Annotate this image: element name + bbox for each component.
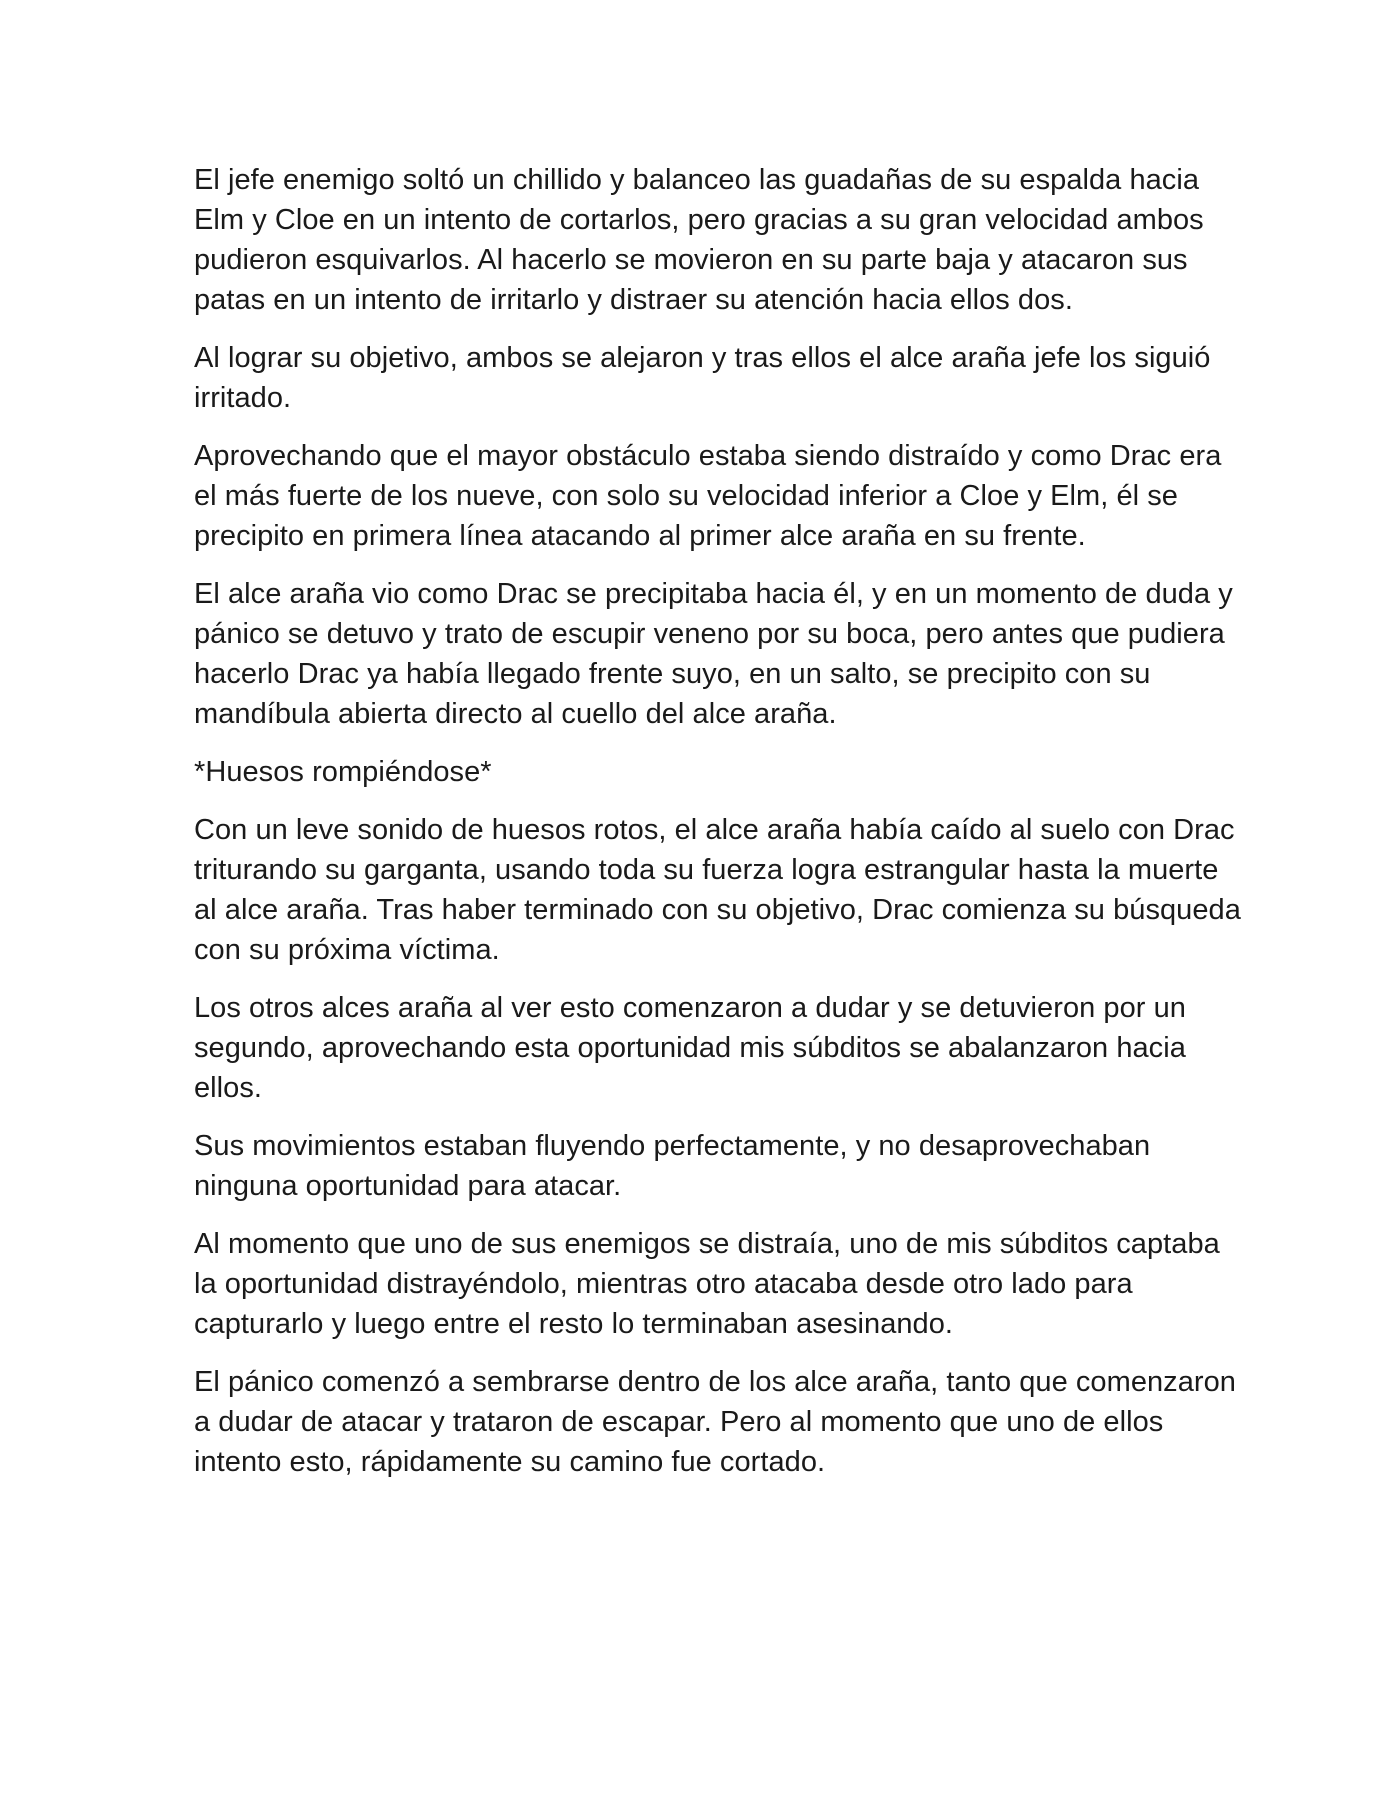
paragraph: Al momento que uno de sus enemigos se distraía, uno de mis súbditos captaba la oportunidad distrayéndolo, mientras otro atacaba desde otro lado para capturarlo y luego entre el resto lo terminaban asesinando. — [194, 1228, 1220, 1340]
paragraph: Los otros alces araña al ver esto comenzaron a dudar y se detuvieron por un segundo, aprovechando esta oportunidad mis súbditos se abalanzaron hacia ellos. — [194, 992, 1186, 1104]
paragraph: El jefe enemigo soltó un chillido y balanceo las guadañas de su espalda hacia Elm y Cloe en un intento de cortarlos, pero gracias a su gran velocidad ambos pudieron esquivarlos. Al hacerlo se movieron en su parte baja y atacaron sus patas en un intento de irritarlo y distraer su atención hacia ellos dos. — [194, 164, 1204, 316]
paragraph: El pánico comenzó a sembrarse dentro de los alce araña, tanto que comenzaron a dudar de atacar y trataron de escapar. Pero al momento que uno de ellos intento esto, rápidamente su camino fue cortado. — [194, 1366, 1236, 1478]
document-body — [194, 160, 1244, 1500]
paragraph: Sus movimientos estaban fluyendo perfectamente, y no desaprovechaban ninguna oportunidad para atacar. — [194, 1130, 1151, 1202]
paragraph: Al lograr su objetivo, ambos se alejaron y tras ellos el alce araña jefe los siguió irritado. — [194, 342, 1211, 414]
paragraph: Aprovechando que el mayor obstáculo estaba siendo distraído y como Drac era el más fuerte de los nueve, con solo su velocidad inferior a Cloe y Elm, él se precipito en primera línea atacando al primer alce araña en su frente. — [194, 440, 1222, 552]
paragraph: Con un leve sonido de huesos rotos, el alce araña había caído al suelo con Drac triturando su garganta, usando toda su fuerza logra estrangular hasta la muerte al alce araña. Tras haber terminado con su objetivo, Drac comienza su búsqueda con su próxima víctima. — [194, 814, 1241, 966]
paragraph: El alce araña vio como Drac se precipitaba hacia él, y en un momento de duda y pánico se detuvo y trato de escupir veneno por su boca, pero antes que pudiera hacerlo Drac ya había llegado frente suyo, en un salto, se precipito con su mandíbula abierta directo al cuello del alce araña. — [194, 578, 1233, 730]
paragraph: *Huesos rompiéndose* — [194, 756, 492, 788]
